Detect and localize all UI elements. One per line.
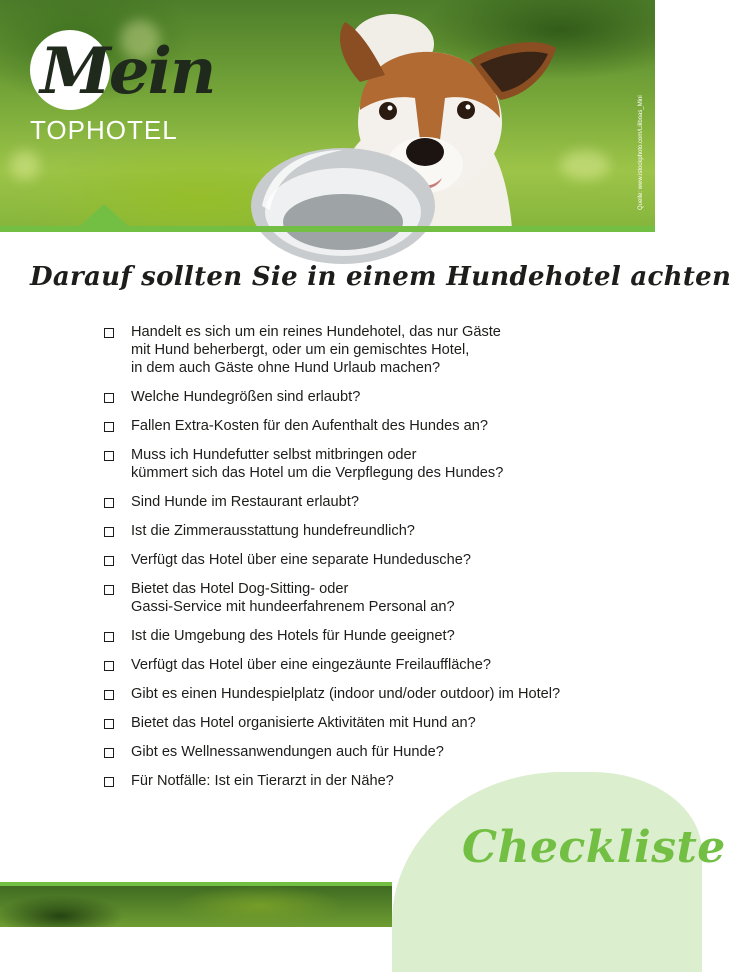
checkbox-icon[interactable] xyxy=(104,527,114,537)
footer-photo xyxy=(0,886,392,927)
header-notch xyxy=(80,204,128,226)
checklist-item-text: Sind Hunde im Restaurant erlaubt? xyxy=(131,494,359,510)
checklist-item xyxy=(104,685,624,703)
checkbox-icon[interactable] xyxy=(104,498,114,508)
checklist-item-text: Bietet das Hotel Dog-Sitting- oder Gassi-Service mit hundeerfahrenem Personal an? xyxy=(131,581,455,615)
checkbox-icon[interactable] xyxy=(104,661,114,671)
checklist-item-text: Ist die Zimmerausstattung hundefreundlich? xyxy=(131,523,415,539)
checkbox-icon[interactable] xyxy=(104,632,114,642)
checkbox-icon[interactable] xyxy=(104,328,114,338)
checklist-item xyxy=(104,417,624,435)
checkbox-icon[interactable] xyxy=(104,690,114,700)
header-divider xyxy=(0,226,655,232)
header-photo xyxy=(0,0,655,228)
checklist-item-text: Handelt es sich um ein reines Hundehotel, das nur Gäste mit Hund beherbergt, oder um ein gemischtes Hotel, in dem auch Gäste ohne Hund Urlaub machen? xyxy=(131,324,501,376)
checklist-item-text: Ist die Umgebung des Hotels für Hunde geeignet? xyxy=(131,628,455,644)
checklist-item xyxy=(104,446,624,482)
checklist-item xyxy=(104,551,624,569)
checkbox-icon[interactable] xyxy=(104,748,114,758)
checklist-item-text: Verfügt das Hotel über eine separate Hundedusche? xyxy=(131,552,471,568)
checklist xyxy=(104,323,624,801)
logo-subtitle: TOPHOTEL xyxy=(30,115,178,145)
checkbox-icon[interactable] xyxy=(104,585,114,595)
checklist-item xyxy=(104,580,624,616)
checkbox-icon[interactable] xyxy=(104,393,114,403)
checkbox-icon[interactable] xyxy=(104,777,114,787)
checkliste-label: Checkliste xyxy=(462,822,726,873)
checkbox-icon[interactable] xyxy=(104,719,114,729)
checklist-item xyxy=(104,388,624,406)
checklist-item-text: Welche Hundegrößen sind erlaubt? xyxy=(131,389,361,405)
checklist-item xyxy=(104,493,624,511)
checkbox-icon[interactable] xyxy=(104,451,114,461)
checklist-item xyxy=(104,323,624,377)
checklist-item-text: Für Notfälle: Ist ein Tierarzt in der Nähe? xyxy=(131,773,394,789)
photo-credit: Quelle: www.istockphoto.com/Liliboas_Mini xyxy=(638,95,644,210)
checklist-item xyxy=(104,714,624,732)
checklist-item-text: Fallen Extra-Kosten für den Aufenthalt des Hundes an? xyxy=(131,418,488,434)
checklist-item-text: Verfügt das Hotel über eine eingezäunte Freilauffläche? xyxy=(131,657,491,673)
checklist-item xyxy=(104,656,624,674)
checklist-item-text: Gibt es einen Hundespielplatz (indoor und/oder outdoor) im Hotel? xyxy=(131,686,561,702)
checklist-item-text: Muss ich Hundefutter selbst mitbringen oder kümmert sich das Hotel um die Verpflegung des Hundes? xyxy=(131,447,504,481)
checkbox-icon[interactable] xyxy=(104,422,114,432)
checklist-item xyxy=(104,522,624,540)
logo-script: Mein xyxy=(40,34,215,109)
checklist-item xyxy=(104,627,624,645)
checklist-item xyxy=(104,743,624,761)
checkbox-icon[interactable] xyxy=(104,556,114,566)
checklist-item-text: Gibt es Wellnessanwendungen auch für Hunde? xyxy=(131,744,444,760)
page-title: Darauf sollten Sie in einem Hundehotel achten xyxy=(30,262,731,292)
checklist-item-text: Bietet das Hotel organisierte Aktivitäten mit Hund an? xyxy=(131,715,476,731)
logo-word xyxy=(40,32,214,112)
